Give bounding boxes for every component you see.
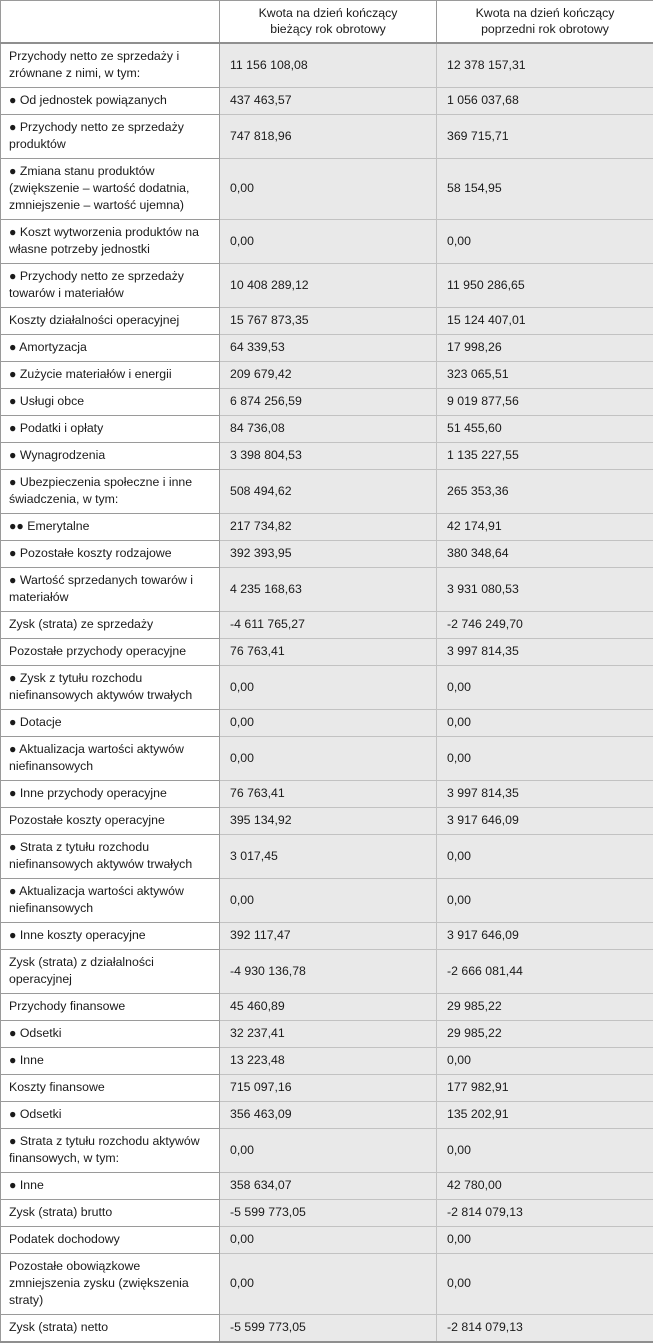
row-label: Pozostałe obowiązkowe zmniejszenia zysku (zwiększenia straty) [1, 1254, 220, 1315]
row-value-current-year: 45 460,89 [220, 994, 437, 1021]
row-label: ● Przychody netto ze sprzedaży towarów i materiałów [1, 264, 220, 308]
table-row [1, 416, 653, 443]
table-row [1, 335, 653, 362]
table-row [1, 879, 653, 923]
row-value-previous-year: 177 982,91 [437, 1075, 653, 1102]
row-value-current-year: 32 237,41 [220, 1021, 437, 1048]
row-value-current-year: 0,00 [220, 1129, 437, 1173]
row-value-current-year: 10 408 289,12 [220, 264, 437, 308]
row-label: Pozostałe koszty operacyjne [1, 808, 220, 835]
row-value-current-year: 715 097,16 [220, 1075, 437, 1102]
row-value-current-year: 13 223,48 [220, 1048, 437, 1075]
table-row [1, 1200, 653, 1227]
table-row [1, 666, 653, 710]
row-label: ● Od jednostek powiązanych [1, 88, 220, 115]
row-value-previous-year: 17 998,26 [437, 335, 653, 362]
table-row [1, 710, 653, 737]
row-value-previous-year: 0,00 [437, 666, 653, 710]
header-current-line1: Kwota na dzień kończący [226, 5, 430, 21]
table-row [1, 443, 653, 470]
row-value-current-year: 11 156 108,08 [220, 43, 437, 88]
table-row [1, 115, 653, 159]
row-label: ● Dotacje [1, 710, 220, 737]
header-current-line2: bieżący rok obrotowy [226, 21, 430, 37]
row-value-previous-year: 3 997 814,35 [437, 781, 653, 808]
row-value-previous-year: 58 154,95 [437, 159, 653, 220]
row-value-previous-year: 0,00 [437, 1048, 653, 1075]
row-value-current-year: -5 599 773,05 [220, 1200, 437, 1227]
table-row [1, 514, 653, 541]
row-label: Koszty działalności operacyjnej [1, 308, 220, 335]
table-row [1, 1227, 653, 1254]
row-value-previous-year: -2 666 081,44 [437, 950, 653, 994]
row-label: ● Amortyzacja [1, 335, 220, 362]
table-row [1, 470, 653, 514]
row-value-previous-year: 0,00 [437, 835, 653, 879]
row-value-current-year: 392 117,47 [220, 923, 437, 950]
row-label: ● Aktualizacja wartości aktywów niefinansowych [1, 737, 220, 781]
row-value-previous-year: 15 124 407,01 [437, 308, 653, 335]
table-row [1, 1102, 653, 1129]
row-value-previous-year: -2 814 079,13 [437, 1315, 653, 1343]
row-label: Zysk (strata) netto [1, 1315, 220, 1343]
row-label: ● Inne [1, 1173, 220, 1200]
row-value-current-year: 0,00 [220, 1227, 437, 1254]
row-label: ● Odsetki [1, 1021, 220, 1048]
row-value-current-year: 3 398 804,53 [220, 443, 437, 470]
table-body [1, 43, 653, 1342]
row-value-previous-year: 12 378 157,31 [437, 43, 653, 88]
row-value-current-year: 0,00 [220, 666, 437, 710]
row-value-previous-year: 3 917 646,09 [437, 808, 653, 835]
row-label: Zysk (strata) z działalności operacyjnej [1, 950, 220, 994]
header-cell-blank [1, 1, 220, 44]
row-value-previous-year: 0,00 [437, 1254, 653, 1315]
row-value-previous-year: 0,00 [437, 879, 653, 923]
row-value-previous-year: 42 780,00 [437, 1173, 653, 1200]
row-value-previous-year: 29 985,22 [437, 994, 653, 1021]
table-row [1, 781, 653, 808]
table-row [1, 994, 653, 1021]
table-row [1, 950, 653, 994]
row-value-current-year: 358 634,07 [220, 1173, 437, 1200]
row-value-current-year: 209 679,42 [220, 362, 437, 389]
row-value-previous-year: 51 455,60 [437, 416, 653, 443]
row-value-current-year: 15 767 873,35 [220, 308, 437, 335]
row-label: ● Ubezpieczenia społeczne i inne świadczenia, w tym: [1, 470, 220, 514]
table-row [1, 808, 653, 835]
row-value-current-year: 508 494,62 [220, 470, 437, 514]
row-value-current-year: 6 874 256,59 [220, 389, 437, 416]
row-label: Zysk (strata) brutto [1, 1200, 220, 1227]
row-label: Przychody finansowe [1, 994, 220, 1021]
row-label: ● Inne [1, 1048, 220, 1075]
row-label: Pozostałe przychody operacyjne [1, 639, 220, 666]
row-label: ● Wynagrodzenia [1, 443, 220, 470]
row-value-previous-year: 9 019 877,56 [437, 389, 653, 416]
row-value-previous-year: -2 746 249,70 [437, 612, 653, 639]
row-value-previous-year: 3 917 646,09 [437, 923, 653, 950]
row-value-previous-year: 369 715,71 [437, 115, 653, 159]
row-label: ● Strata z tytułu rozchodu aktywów finansowych, w tym: [1, 1129, 220, 1173]
row-label: Koszty finansowe [1, 1075, 220, 1102]
table-row [1, 568, 653, 612]
row-value-current-year: 0,00 [220, 1254, 437, 1315]
row-value-current-year: 0,00 [220, 220, 437, 264]
table-row [1, 389, 653, 416]
row-value-previous-year: 265 353,36 [437, 470, 653, 514]
table-row [1, 1173, 653, 1200]
row-value-previous-year: 3 997 814,35 [437, 639, 653, 666]
row-label: ● Zysk z tytułu rozchodu niefinansowych aktywów trwałych [1, 666, 220, 710]
row-value-previous-year: 323 065,51 [437, 362, 653, 389]
row-value-previous-year: 0,00 [437, 710, 653, 737]
row-label: ● Strata z tytułu rozchodu niefinansowych aktywów trwałych [1, 835, 220, 879]
table-row [1, 1315, 653, 1343]
row-label: ● Wartość sprzedanych towarów i materiałów [1, 568, 220, 612]
row-value-previous-year: -2 814 079,13 [437, 1200, 653, 1227]
table-row [1, 1254, 653, 1315]
row-label: ●● Emerytalne [1, 514, 220, 541]
row-label: ● Podatki i opłaty [1, 416, 220, 443]
table-row [1, 1075, 653, 1102]
row-value-current-year: -4 930 136,78 [220, 950, 437, 994]
row-value-current-year: 356 463,09 [220, 1102, 437, 1129]
header-cell-current-year [220, 1, 437, 44]
row-label: Przychody netto ze sprzedaży i zrównane z nimi, w tym: [1, 43, 220, 88]
table-row [1, 88, 653, 115]
row-label: ● Pozostałe koszty rodzajowe [1, 541, 220, 568]
row-value-previous-year: 0,00 [437, 1129, 653, 1173]
table-row [1, 308, 653, 335]
table-row [1, 923, 653, 950]
row-label: ● Przychody netto ze sprzedaży produktów [1, 115, 220, 159]
row-label: ● Aktualizacja wartości aktywów niefinansowych [1, 879, 220, 923]
header-previous-line2: poprzedni rok obrotowy [443, 21, 647, 37]
header-cell-previous-year [437, 1, 653, 44]
table-row [1, 639, 653, 666]
header-row [1, 1, 653, 44]
row-value-current-year: 392 393,95 [220, 541, 437, 568]
row-value-previous-year: 11 950 286,65 [437, 264, 653, 308]
row-value-previous-year: 0,00 [437, 220, 653, 264]
table-row [1, 541, 653, 568]
row-value-previous-year: 135 202,91 [437, 1102, 653, 1129]
row-label: ● Usługi obce [1, 389, 220, 416]
row-value-current-year: 4 235 168,63 [220, 568, 437, 612]
row-label: ● Zmiana stanu produktów (zwiększenie – wartość dodatnia, zmniejszenie – wartość ujemna) [1, 159, 220, 220]
row-value-previous-year: 1 056 037,68 [437, 88, 653, 115]
row-label: ● Inne koszty operacyjne [1, 923, 220, 950]
row-value-current-year: 3 017,45 [220, 835, 437, 879]
row-value-current-year: 437 463,57 [220, 88, 437, 115]
table-row [1, 1021, 653, 1048]
table-row [1, 612, 653, 639]
table-row [1, 362, 653, 389]
row-label: ● Inne przychody operacyjne [1, 781, 220, 808]
row-value-previous-year: 0,00 [437, 737, 653, 781]
row-value-current-year: 747 818,96 [220, 115, 437, 159]
row-value-current-year: 0,00 [220, 879, 437, 923]
table-row [1, 264, 653, 308]
row-value-current-year: 76 763,41 [220, 639, 437, 666]
row-label: Zysk (strata) ze sprzedaży [1, 612, 220, 639]
row-value-current-year: 0,00 [220, 159, 437, 220]
table-row [1, 1129, 653, 1173]
table-header [1, 1, 653, 44]
row-value-current-year: 217 734,82 [220, 514, 437, 541]
row-value-current-year: 395 134,92 [220, 808, 437, 835]
row-value-previous-year: 380 348,64 [437, 541, 653, 568]
row-value-current-year: 76 763,41 [220, 781, 437, 808]
row-value-previous-year: 1 135 227,55 [437, 443, 653, 470]
row-label: Podatek dochodowy [1, 1227, 220, 1254]
table-row [1, 220, 653, 264]
table-row [1, 43, 653, 88]
row-value-previous-year: 29 985,22 [437, 1021, 653, 1048]
row-label: ● Zużycie materiałów i energii [1, 362, 220, 389]
header-previous-line1: Kwota na dzień kończący [443, 5, 647, 21]
row-value-current-year: 0,00 [220, 710, 437, 737]
row-value-current-year: -4 611 765,27 [220, 612, 437, 639]
row-value-previous-year: 42 174,91 [437, 514, 653, 541]
row-value-previous-year: 0,00 [437, 1227, 653, 1254]
row-value-current-year: 64 339,53 [220, 335, 437, 362]
table-row [1, 835, 653, 879]
table-row [1, 1048, 653, 1075]
row-label: ● Odsetki [1, 1102, 220, 1129]
table-row [1, 159, 653, 220]
row-label: ● Koszt wytworzenia produktów na własne potrzeby jednostki [1, 220, 220, 264]
row-value-previous-year: 3 931 080,53 [437, 568, 653, 612]
row-value-current-year: 0,00 [220, 737, 437, 781]
row-value-current-year: 84 736,08 [220, 416, 437, 443]
row-value-current-year: -5 599 773,05 [220, 1315, 437, 1343]
table-row [1, 737, 653, 781]
